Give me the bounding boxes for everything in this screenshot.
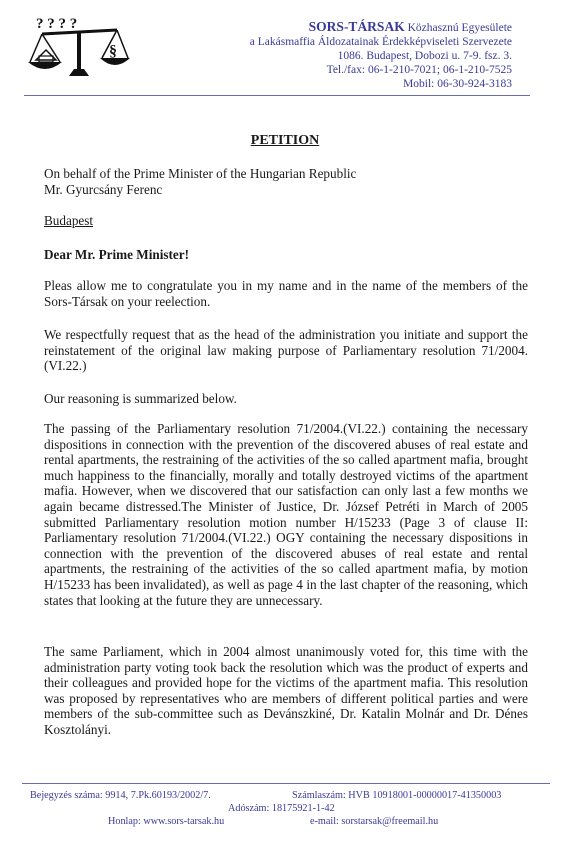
paragraph-5: The same Parliament, which in 2004 almost unanimously voted for, this time with the administration party voting took back the resolution which was the product of experts and their colleagues and provided hope for the victims of the apartment mafia. This resolution was proposed by representatives who are members of different political parties and were members of the sub-committee such as Devánszkiné, Dr. Katalin Molnár and Dr. Dénes Kosztolányi. <box>44 644 528 737</box>
footer-tax-id: Adószám: 18175921-1-42 <box>228 803 335 814</box>
header-divider <box>24 95 530 96</box>
org-type: Közhasznú Egyesülete <box>407 22 512 34</box>
footer-account: Számlaszám: HVB 10918001-00000017-41350003 <box>292 790 502 801</box>
org-subtitle: a Lakásmaffia Áldozatainak Érdekképviseleti Szervezete <box>249 36 512 48</box>
logo-question-marks: ? ? ? ? <box>36 16 78 32</box>
org-phone-fax: Tel./fax: 06-1-210-7021; 06-1-210-7525 <box>326 64 512 76</box>
recipient-line-1: On behalf of the Prime Minister of the Hungarian Republic <box>44 166 357 181</box>
footer-divider <box>22 783 550 784</box>
paragraph-4: The passing of the Parliamentary resolution 71/2004.(VI.22.) containing the necessary dispositions in connection with the prevention of the discovered abuses of real estate and rental apartments, the restraining of the activities of the so called apartment mafia, brought much happiness to the financially, morally and totally destroyed victims of the apartment mafia. However, when we discovered that our satisfaction can only last a few months we again became distressed.The Minister of Justice, Dr. József Petréti in March of 2005 submitted Parliamentary resolution motion number H/15233 (Page 3 of clause II: Parliamentary resolution 71/2004.(VI.22.) OGY containing the necessary dispositions in connection with the prevention of the discovered abuses of real estate and rental apartments, the restraining of the activities of the so called apartment mafia, by motion H/15233 has been invalidated), as well as page 4 in the last chapter of the reasoning, which states that looking at the future they are unnecessary. <box>44 421 528 608</box>
logo-paragraph-sign: § <box>109 43 117 60</box>
org-name: SORS-TÁRSAK <box>308 19 405 34</box>
recipient-line-2: Mr. Gyurcsány Ferenc <box>44 181 163 197</box>
letter-title: PETITION <box>250 133 320 148</box>
org-mobile: Mobil: 06-30-924-3183 <box>403 78 512 90</box>
paragraph-3: Our reasoning is summarized below. <box>44 391 237 406</box>
footer-email: e-mail: sorstarsak@freemail.hu <box>310 816 439 827</box>
footer-website: Honlap: www.sors-tarsak.hu <box>108 816 225 827</box>
footer-registration: Bejegyzés száma: 9914, 7.Pk.60193/2002/7. <box>30 790 211 801</box>
recipient-block <box>44 166 528 197</box>
paragraph-2: We respectfully request that as the head of the administration you initiate and support the reinstatement of the original law making purpose of Parliamentary resolution 71/2004. (VI.22.) <box>44 327 528 374</box>
scales-of-justice-logo <box>22 14 132 84</box>
org-address: 1086. Budapest, Dobozi u. 7-9. fsz. 3. <box>337 50 512 62</box>
organization-letterhead <box>192 20 512 91</box>
paragraph-1: Pleas allow me to congratulate you in my name and in the name of the members of the Sors-Társak on your reelection. <box>44 278 528 309</box>
city-line: Budapest <box>44 213 94 228</box>
salutation: Dear Mr. Prime Minister! <box>44 247 190 262</box>
